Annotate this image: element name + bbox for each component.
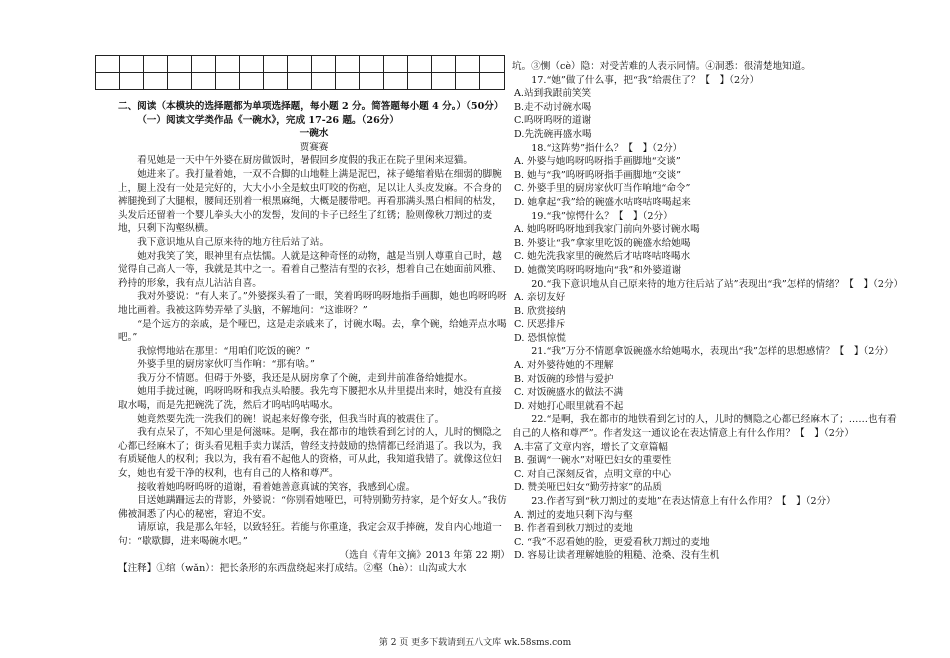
question-option: D. 对她打心眼里就看不起 — [514, 400, 624, 412]
question-option: A. 亲切友好 — [514, 292, 566, 304]
story-paragraph: 看见她是一天中午外婆在厨房做饭时，暑假回乡度假的我正在院子里闲来逗猫。 — [137, 155, 473, 167]
story-paragraph: “是个远方的亲戚，是个哑巴，这是走亲戚来了，讨碗水喝。去，拿个碗，给她弄点水喝吧。” — [118, 318, 507, 344]
question-option: C. 对饭碗盛水的做法不满 — [514, 387, 624, 399]
left-column — [118, 100, 510, 576]
story-paragraph: 我惊愕地站在那里：“用咱们吃饭的碗？” — [137, 345, 311, 357]
question-option: B. 外婆让“我”拿家里吃饭的碗盛水给她喝 — [514, 237, 691, 249]
story-paragraph: 她用手拢过碗，呜呀呜呀和我点头哈腰。我先弯下腰把水从井里提出来时，她没有直接取水喝，而是先把碗洗了洗，然后才呜咕呜咕喝水。 — [118, 386, 502, 412]
question-option: D. 赞美哑巴妇女“勤劳持家”的品质 — [514, 482, 662, 494]
note-continuation: 坑。③恻（cè）隐：对受苦难的人表示同情。④洞悉：很清楚地知道。 — [512, 61, 811, 72]
story-body — [118, 154, 510, 548]
question-option: A. 她呜呀呜呀地到我家门前向外婆讨碗水喝 — [514, 224, 700, 236]
question-option: C. “我”不忍看她的脸，更爱看秋刀割过的麦地 — [514, 536, 710, 548]
question-option: B. 作者看到秋刀割过的麦地 — [514, 523, 633, 535]
question-option: A. 外婆与她呜呀呜呀指手画脚地“交谈” — [514, 156, 681, 168]
question-option: C.呜呀呜呀的道谢 — [514, 115, 592, 127]
story-paragraph: 她竟然要先洗一洗我们的碗！说起来好像夸张，但我当时真的被震住了。 — [137, 413, 445, 425]
question-option: C. 厌恶排斥 — [514, 319, 566, 331]
story-paragraph: 接收着她呜呀呜呀的道谢，看着她善意真诚的笑容，我感到心虚。 — [137, 481, 416, 493]
question-option: C. 外婆手里的厨房家伙叮当作响地“命令” — [514, 183, 691, 195]
right-column — [512, 60, 902, 563]
question-stem: 17.“她”做了什么事，把“我”给震住了？【 】（2分） — [531, 74, 760, 86]
story-paragraph: 她进来了。我打量着她，一双不合脚的山地鞋上满是泥巴，袜子蜷缩着贴在细弱的脚腕上，腿上没有一处是完好的，大大小小全是蚊虫叮咬的伤疤，足以让人头皮发麻。不合身的裤腿挽到了大腿根，腰间还别着一根黑麻绳，大概是腰带吧。再看那满头黑白相间的枯发，头发后还留着一个婴儿拳头大小的发髻，发间的卡子已经生了红锈；脸则像秋刀割过的麦地，只剩下沟壑纵横。 — [118, 168, 502, 235]
page-footer: 第 2 页 更多下载请到五八文库 wk.58sms.com — [378, 638, 572, 648]
story-paragraph: 外婆手里的厨房家伙叮当作响：“那有啥。” — [137, 359, 315, 371]
story-paragraph: 请原谅，我是那么年轻，以致轻狂。若能与你重逢，我定会双手捧碗，发自内心地道一句：“歇歇脚，进来喝碗水吧。” — [118, 522, 502, 547]
question-option: B. 对饭碗的珍惜与爱护 — [514, 373, 614, 385]
story-paragraph: 目送她蹒跚远去的背影，外婆说：“你别看她哑巴，可特别勤劳持家，是个好女人。”我仿佛被洞悉了内心的秘密，窘迫不安。 — [118, 495, 507, 520]
question-stem: 21.“我”万分不情愿拿饭碗盛水给她喝水，表现出“我”怎样的思想感情？【 】（2分） — [531, 346, 894, 358]
question-option: B. 强调“一碗水”对哑巴妇女的重要性 — [514, 455, 672, 467]
question-option: C. 对自己深刻反省，点明文章的中心 — [514, 468, 672, 480]
source-line: （选自《青年文摘》2013 年第 22 期） — [339, 549, 510, 561]
question-option: D.先洗碗再盛水喝 — [514, 128, 592, 140]
question-option: A.站到我跟前笑笑 — [514, 88, 592, 100]
section-title: 二、阅读（本模块的选择题都为单项选择题，每小题 2 分。简答题每小题 4 分。）（50分） — [118, 101, 504, 112]
question-option: D. 恐惧惊慌 — [514, 332, 566, 344]
question-option: C. 她先洗我家里的碗然后才咕咚咕咚喝水 — [514, 251, 691, 263]
answer-grid — [95, 55, 505, 90]
author: 贾赛赛 — [299, 141, 329, 153]
question-stem: 20.“我下意识地从自己原来待的地方往后站了站”表现出“我”怎样的情绪？【 】（2分） — [531, 278, 904, 290]
story-paragraph: 我万分不情愿。但碍于外婆，我还是从厨房拿了个碗，走到井前准备给她提水。 — [137, 372, 473, 384]
questions — [512, 74, 902, 563]
question-stem: 19.“我”惊愕什么？【 】（2分） — [531, 210, 673, 222]
question-option: A. 对外婆待她的不理解 — [514, 360, 614, 372]
question-option: D. 容易让读者理解她脸的粗糙、沧桑、没有生机 — [514, 550, 720, 562]
question-option: B.走不动讨碗水喝 — [514, 101, 592, 113]
question-stem: 23.作者写到“秋刀割过的麦地”在表达情意上有什么作用？【 】（2分） — [531, 496, 836, 507]
question-option: A. 割过的麦地只剩下沟与壑 — [514, 509, 633, 521]
question-stem: 18.“这阵势”指什么？【 】（2分） — [531, 142, 683, 154]
story-paragraph: 我有点呆了，不知心里是何滋味。是啊，我在都市的地铁看到乞讨的人，儿时的恻隐之心都已经麻木了；街头看见粗手卖力谋活，曾经支持鼓励的热情都已经消退了。我以为，我有质疑他人的权利；我以为，我有看不起他人的资格，可从此，我知道我错了。就像这位妇女，她也有爱干净的权利，也有自己的人格和尊严。 — [118, 427, 502, 480]
story-paragraph: 我下意识地从自己原来待的地方往后站了站。 — [137, 236, 330, 248]
question-option: B. 欣赏接纳 — [514, 305, 566, 317]
question-option: D. 她微笑呜呀呜呀地向“我”和外婆道谢 — [514, 264, 682, 276]
question-option: B. 她与“我”呜呀呜呀指手画脚地“交谈” — [514, 169, 682, 181]
story-paragraph: 她对我笑了笑，眼神里有点怯懦。人就是这种奇怪的动物，越是当别人尊重自己时，越觉得自己高人一等，我就是其中之一。看着自己整洁有型的衣衫，想着自己在她面前风雅、矜持的形象，我有点儿沾沾自喜。 — [118, 250, 502, 289]
question-option: D. 她拿起“我”给的碗盛水咕咚咕咚喝起来 — [514, 196, 691, 208]
story-title: 一碗水 — [299, 128, 329, 140]
question-option: A.丰富了文章内容，增长了文章篇幅 — [514, 441, 668, 453]
note-line: 【注释】①绾（wǎn）：把长条形的东西盘绕起来打成结。②壑（hè）：山沟或大水 — [118, 563, 467, 575]
question-stem: 22.“是啊，我在都市的地铁看到乞讨的人，儿时的恻隐之心都已经麻木了；……也有看自己的人格和尊严”。作者发这一通议论在表达情意上有什么作用？【 】（2分） — [512, 414, 897, 440]
story-paragraph: 我对外婆说：“有人来了。”外婆探头看了一眼，笑着呜呀呜呀地指手画脚，她也呜呀呜呀地比画着。我被这阵势弄晕了头脑，不解地问：“这谁呀？” — [118, 291, 507, 316]
subsection-title: （一）阅读文学类作品《一碗水》，完成 17-26 题。（26分） — [137, 114, 399, 126]
